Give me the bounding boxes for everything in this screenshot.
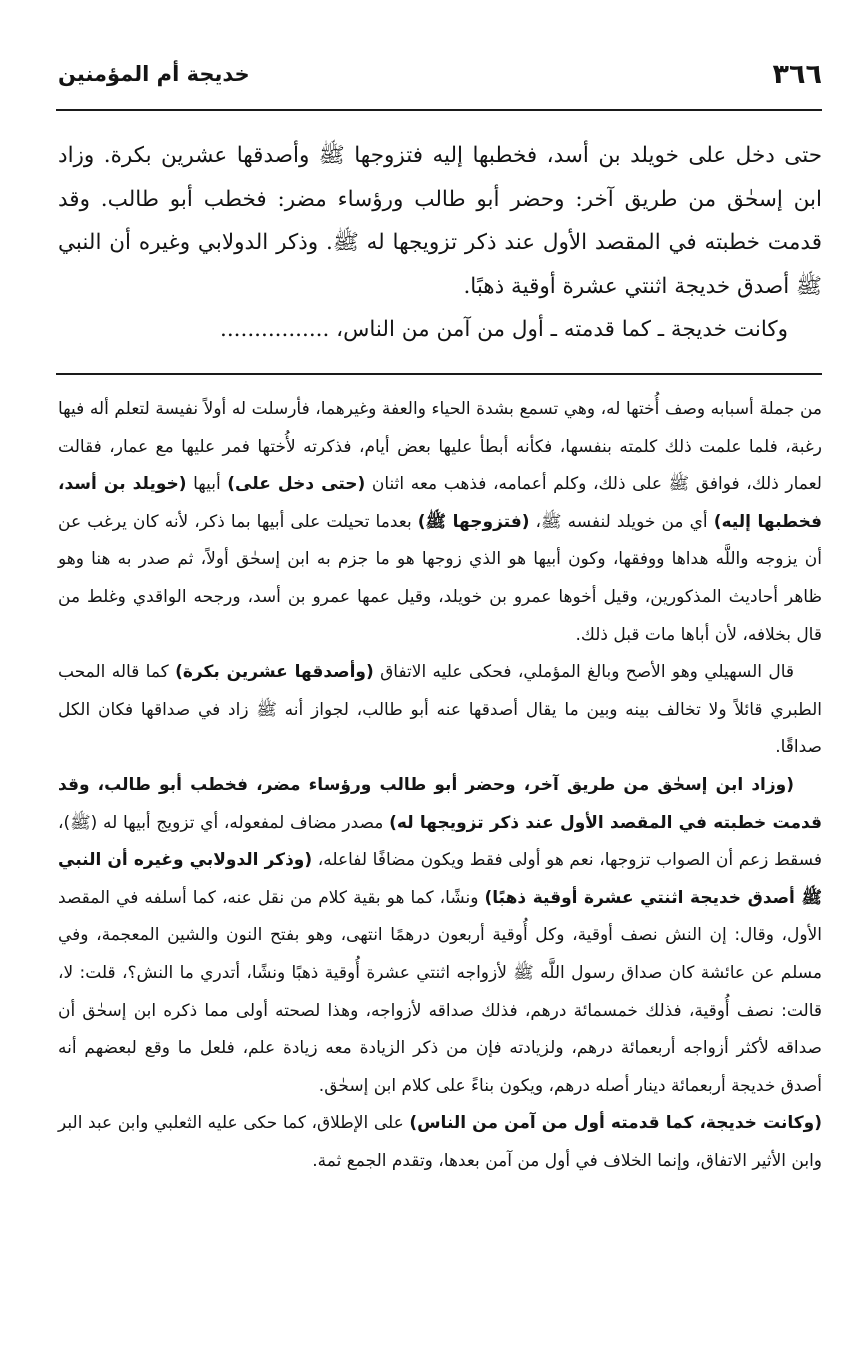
quoted-matn: (وكانت خديجة، كما قدمته أول من آمن من الناس) <box>409 1113 822 1134</box>
commentary-text: بعدما تحيلت على أبيها بما ذكر، لأنه كان يرغب عن أن يزوجه واللَّه هداها ووفقها، وكون أبيها هو الذي زوجها هو ما جزم به ابن إسحٰق أولاً، ثم صدر به هنا وهو ظاهر أحاديث المذكورين، وقيل أخوها عمرو بن خويلد، وقيل عمها عمرو بن أسد، ورجحه الواقدي وغلط من قال بخلافه، لأن أباها مات قبل ذلك. <box>58 511 822 645</box>
commentary-text: قال السهيلي وهو الأصح وبالغ المؤملي، فحكى عليه الاتفاق <box>373 662 795 683</box>
header-rule <box>56 109 822 111</box>
commentary-divider <box>56 373 822 375</box>
page-number: ٣٦٦ <box>772 58 822 90</box>
main-paragraph-continued: وكانت خديجة ـ كما قدمته ـ أول من آمن من الناس، ................ <box>219 317 788 342</box>
quoted-matn: (وذكر الدولابي وغيره أن النبي ﷺ أصدق خديجة اثنتي عشرة أوقية ذهبًا) <box>58 850 822 908</box>
commentary-text: أبيها <box>186 474 228 495</box>
quoted-matn: (فتزوجها ﷺ) <box>417 511 530 532</box>
main-text <box>58 134 822 352</box>
quoted-matn: (حتى دخل على) <box>227 474 366 495</box>
quoted-matn: (خويلد بن أسد، فخطبها إليه) <box>58 474 822 532</box>
commentary-paragraph <box>58 1105 822 1180</box>
running-head <box>58 54 822 94</box>
commentary-text: من جملة أسبابه وصف أُختها له، وهي تسمع بشدة الحياء والعفة وغيرهما، فأرسلت له أولاً نفيسة لتعلم أله فيها رغبة، فلما علمت ذلك كلمته بنفسها، فكأنه أبطأ عليها بعض أيام، فذكرته لأُختها فمر عليها مع عمار، فقالت لعمار ذلك، فوافق ﷺ على ذلك، وكلم أعمامه، فذهب معه اثنان <box>58 399 822 495</box>
quoted-matn: (وأصدقها عشرين بكرة) <box>175 662 374 683</box>
quoted-matn: (وزاد ابن إسحٰق من طريق آخر، وحضر أبو طالب ورؤساء مضر، فخطب أبو طالب، وقد قدمت خطبته في المقصد الأول عند ذكر تزويجها له) <box>58 774 822 833</box>
commentary-text: أي من خويلد لنفسه ﷺ، <box>529 511 714 532</box>
main-paragraph: حتى دخل على خويلد بن أسد، فخطبها إليه فتزوجها ﷺ وأصدقها عشرين بكرة. وزاد ابن إسحٰق من طريق آخر: وحضر أبو طالب ورؤساء مضر: فخطب أبو طالب. وقد قدمت خطبته في المقصد الأول عند ذكر تزويجها له ﷺ. وذكر الدولابي وغيره أن النبي ﷺ أصدق خديجة اثنتي عشرة أوقية ذهبًا. <box>58 143 822 299</box>
commentary-paragraph <box>58 654 822 767</box>
commentary-text: ونشًا، كما هو بقية كلام من نقل عنه، كما أسلفه في المقصد الأول، وقال: إن النش نصف أوقية، وكل أُوقية أربعون درهمًا انتهى، وهو بفتح النون والشين المعجمة، وفي مسلم عن عائشة كان صداق رسول اللَّه ﷺ لأزواجه اثنتي عشرة أُوقية ذهبًا ونشًا، أتدري ما النش؟، قلت: لا، قالت: نصف أُوقية، فذلك خمسمائة درهم، فذلك صداقه لأزواجه، وهذا لصحته أولى مما ذكره ابن إسحٰق أن صداقه لأكثر أزواجه أربعمائة درهم، ولزيادته فإن من ذكر الزيادة معه زيادة علم، فلعل ما وقع لبعضهم أنه أصدق خديجة أربعمائة دينار أصله درهم، ويكون بناءً على كلام ابن إسحٰق. <box>58 887 822 1096</box>
commentary-paragraph <box>58 391 822 654</box>
commentary-text: مصدر مضاف لمفعوله، أي تزويج أبيها له (ﷺ)، فسقط زعم أن الصواب تزوجها، نعم هو أولى فقط ويكون مضافًا لفاعله، <box>58 812 823 871</box>
commentary-text: على الإطلاق، كما حكى عليه الثعلبي وابن عبد البر وابن الأثير الاتفاق، وإنما الخلاف في أول من آمن بعدها، وتقدم الجمع ثمة. <box>58 1113 822 1171</box>
chapter-title: خديجة أم المؤمنين <box>58 62 250 86</box>
commentary <box>58 391 822 1180</box>
commentary-text: كما قاله المحب الطبري قائلاً ولا تخالف بينه وبين ما يقال أصدقها عنه أبو طالب، لجواز أنه ﷺ زاد في صداقها فكان الكل صداقًا. <box>58 662 822 758</box>
commentary-paragraph <box>58 767 822 1105</box>
